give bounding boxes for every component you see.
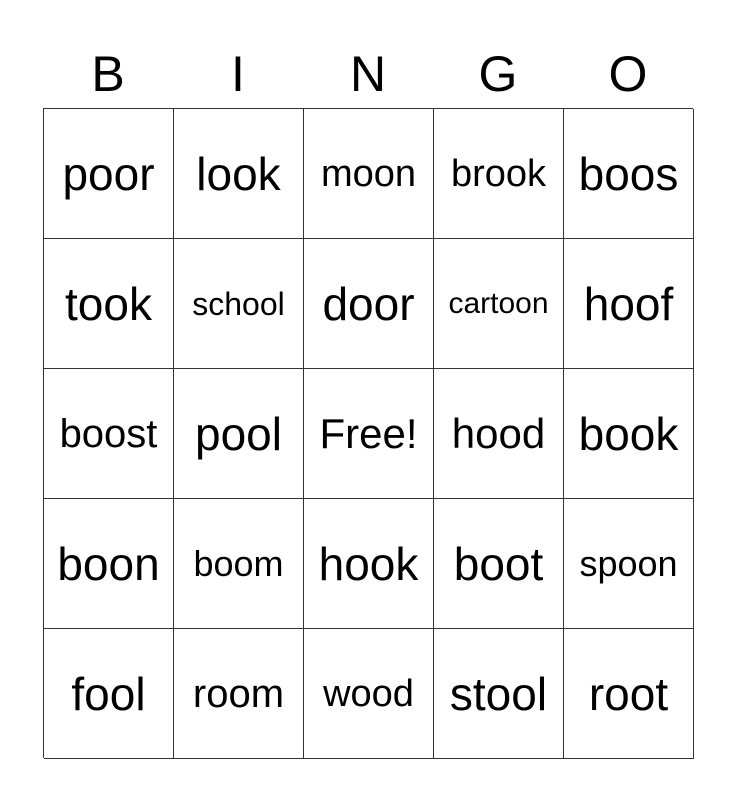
header-letter-g: G — [478, 46, 518, 102]
bingo-cell free-space: Free! — [304, 369, 434, 499]
header-letter-o: O — [608, 46, 648, 102]
bingo-cell: room — [174, 629, 304, 759]
bingo-cell: book — [564, 369, 694, 499]
header-letter-n: N — [349, 46, 387, 102]
header-letter-i: I — [231, 46, 245, 102]
bingo-cell: boot — [434, 499, 564, 629]
bingo-cell: hook — [304, 499, 434, 629]
bingo-cell: look — [174, 109, 304, 239]
bingo-cell: pool — [174, 369, 304, 499]
bingo-board — [43, 108, 693, 758]
bingo-cell: boos — [564, 109, 694, 239]
bingo-cell: boom — [174, 499, 304, 629]
bingo-cell: spoon — [564, 499, 694, 629]
bingo-cell: school — [174, 239, 304, 369]
bingo-cell: root — [564, 629, 694, 759]
bingo-cell: cartoon — [434, 239, 564, 369]
bingo-cell: took — [44, 239, 174, 369]
bingo-cell: hood — [434, 369, 564, 499]
bingo-cell: fool — [44, 629, 174, 759]
bingo-cell: boost — [44, 369, 174, 499]
bingo-cell: door — [304, 239, 434, 369]
bingo-cell: wood — [304, 629, 434, 759]
header-letter-b: B — [91, 46, 125, 102]
bingo-header — [43, 40, 693, 108]
bingo-cell: hoof — [564, 239, 694, 369]
bingo-cell: boon — [44, 499, 174, 629]
bingo-cell: poor — [44, 109, 174, 239]
bingo-cell: brook — [434, 109, 564, 239]
bingo-cell: stool — [434, 629, 564, 759]
bingo-cell: moon — [304, 109, 434, 239]
